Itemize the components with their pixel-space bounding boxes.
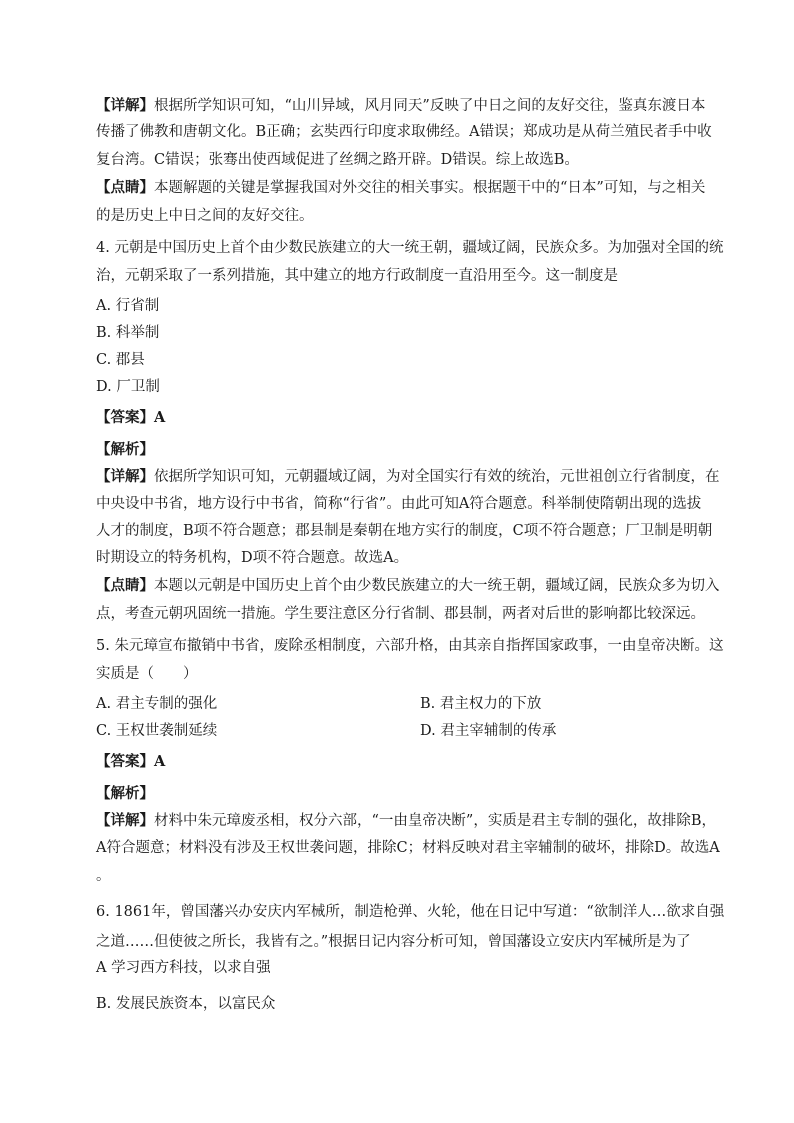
comment-tag: 【点睛】 bbox=[96, 179, 154, 196]
q4-option-a: A. 行省制 bbox=[96, 298, 160, 314]
q5-detail-line-3: 。 bbox=[96, 868, 111, 884]
q6-stem-line-2: 之道……但使彼之所长，我皆有之。”根据日记内容分析可知，曾国藩设立安庆内军械所是为了 bbox=[96, 934, 691, 950]
q6-option-b: B. 发展民族资本，以富民众 bbox=[96, 996, 276, 1012]
q4-answer: 【答案】A bbox=[96, 409, 166, 426]
q4-stem-line-2: 治，元朝采取了一系列措施，其中建立的地方行政制度一直沿用至今。这一制度是 bbox=[96, 268, 618, 284]
q5-option-b: B. 君主权力的下放 bbox=[420, 696, 542, 712]
answer-value: A bbox=[154, 409, 166, 426]
q4-option-b: B. 科举制 bbox=[96, 325, 160, 341]
q5-detail-line-1: 【详解】材料中朱元璋废丞相，权分六部，“一由皇帝决断”，实质是君主专制的强化，故排除B， bbox=[96, 812, 716, 829]
q3-detail-line-1: 【详解】根据所学知识可知，“山川异域，风月同天”反映了中日之间的友好交往，鉴真东渡日本 bbox=[96, 97, 706, 114]
q5-stem-line-1: 5. 朱元璋宣布撤销中书省，废除丞相制度，六部升格，由其亲自指挥国家政事，一由皇帝决断。这 bbox=[96, 638, 724, 654]
q6-stem-line-1: 6. 1861年，曾国藩兴办安庆内军械所，制造枪弹、火轮，他在日记中写道：“欲制洋人…欲求自强 bbox=[96, 904, 725, 920]
q5-stem-line-2: 实质是（ ） bbox=[96, 666, 198, 682]
q4-comment-line-1: 【点睛】本题以元朝是中国历史上首个由少数民族建立的大一统王朝，疆域辽阔，民族众多为切入 bbox=[96, 577, 720, 594]
q3-comment-line-1: 【点睛】本题解题的关键是掌握我国对外交往的相关事实。根据题干中的“日本”可知，与之相关 bbox=[96, 179, 706, 196]
q5-option-d: D. 君主宰辅制的传承 bbox=[420, 723, 557, 739]
q5-answer: 【答案】A bbox=[96, 753, 166, 770]
detail-tag: 【详解】 bbox=[96, 97, 154, 114]
q3-comment-line-2: 的是历史上中日之间的友好交往。 bbox=[96, 208, 314, 224]
q3-detail-line-2: 传播了佛教和唐朝文化。B正确；玄奘西行印度求取佛经。A错误；郑成功是从荷兰殖民者手中收 bbox=[96, 124, 712, 140]
q4-detail-line-2: 中央设中书省，地方设行中书省，简称“行省”。由此可知A符合题意。科举制使隋朝出现的选拔 bbox=[96, 496, 702, 512]
answer-value: A bbox=[154, 753, 166, 770]
q5-option-c: C. 王权世袭制延续 bbox=[96, 723, 218, 739]
q4-option-c: C. 郡县 bbox=[96, 352, 145, 368]
q5-detail-line-2: A符合题意；材料没有涉及王权世袭问题，排除C；材料反映对君主宰辅制的破坏，排除D。故选A bbox=[96, 840, 720, 856]
q4-stem-line-1: 4. 元朝是中国历史上首个由少数民族建立的大一统王朝，疆域辽阔，民族众多。为加强对全国的统 bbox=[96, 240, 724, 256]
q4-detail-line-3: 人才的制度，B项不符合题意；郡县制是秦朝在地方实行的制度，C项不符合题意；厂卫制是明朝 bbox=[96, 523, 713, 539]
q4-analysis-tag: 【解析】 bbox=[96, 441, 154, 458]
q4-detail-line-4: 时期设立的特务机构，D项不符合题意。故选A。 bbox=[96, 550, 409, 566]
q5-analysis-tag: 【解析】 bbox=[96, 785, 154, 802]
q4-option-d: D. 厂卫制 bbox=[96, 379, 160, 395]
q4-comment-line-2: 点，考查元朝巩固统一措施。学生要注意区分行省制、郡县制，两者对后世的影响都比较深远。 bbox=[96, 606, 705, 622]
q3-detail-line-3: 复台湾。C错误；张骞出使西域促进了丝绸之路开辟。D错误。综上故选B。 bbox=[96, 152, 579, 168]
q6-option-a: A 学习西方科技，以求自强 bbox=[96, 960, 271, 976]
q5-option-a: A. 君主专制的强化 bbox=[96, 696, 218, 712]
q4-detail-line-1: 【详解】依据所学知识可知，元朝疆域辽阔，为对全国实行有效的统治，元世祖创立行省制度，在 bbox=[96, 468, 720, 485]
